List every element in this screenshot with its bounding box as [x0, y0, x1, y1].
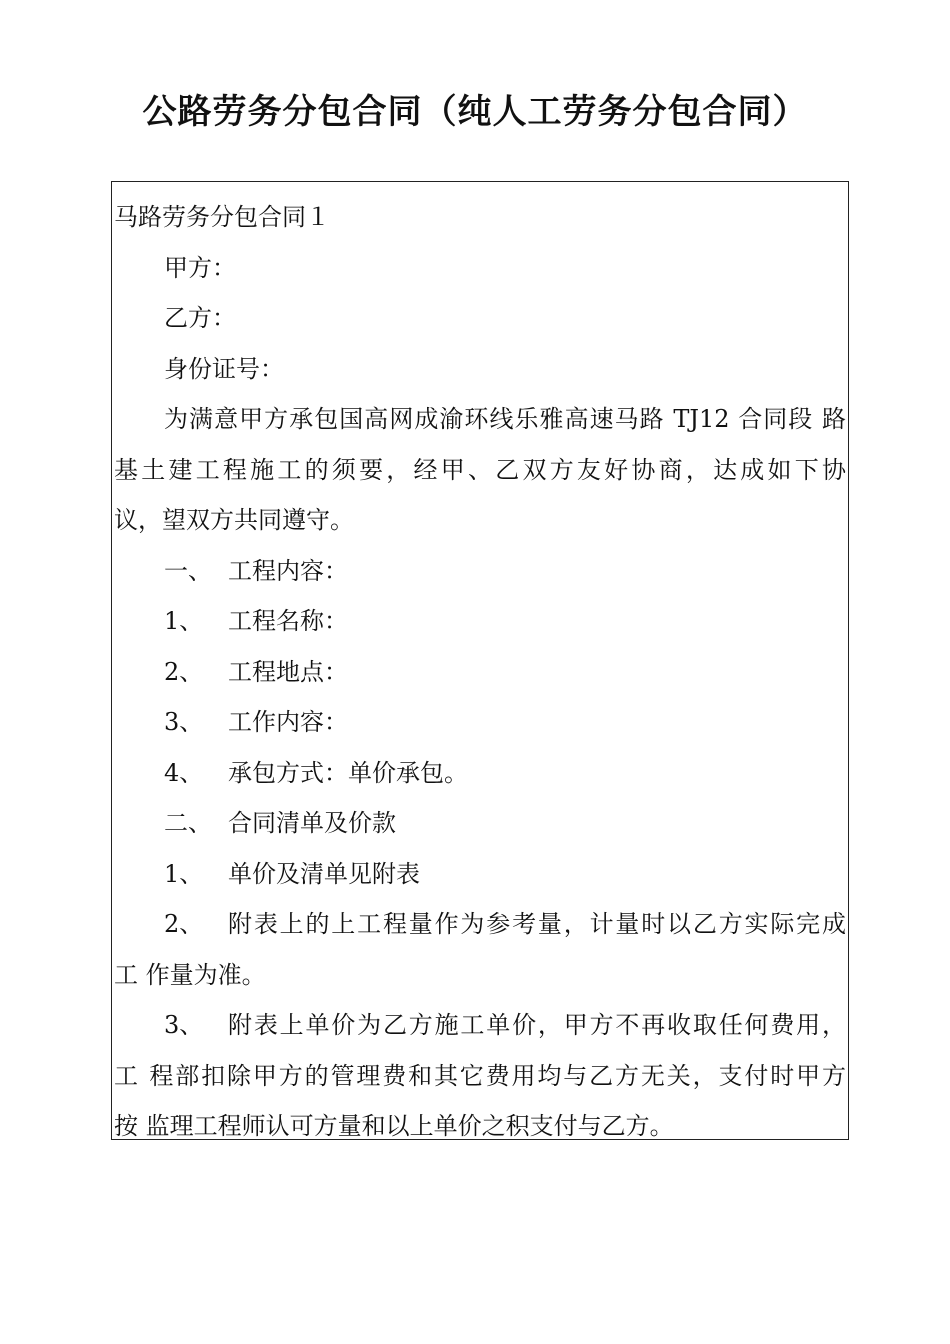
section-2-text: 合同清单及价款 — [228, 809, 396, 837]
list-item — [112, 748, 848, 799]
item-text-line-3: 按 监理工程师认可方量和以上单价之积支付与乙方。 — [114, 1112, 674, 1140]
party-a-label: 甲方： — [164, 253, 236, 282]
item-text: 单价及清单见附表 — [228, 859, 420, 888]
list-item — [112, 697, 848, 748]
contract-heading: 马路劳务分包合同１ — [114, 203, 330, 231]
list-item — [112, 596, 848, 647]
list-item — [112, 899, 848, 950]
intro-line-2: 基土建工程施工的须要，经甲、乙双方友好协商，达成如下协 — [114, 455, 846, 484]
section-2-heading — [112, 798, 848, 849]
item-text-line-2: 工 作量为准。 — [114, 960, 266, 989]
item-text: 工程地点： — [228, 657, 348, 686]
item-text-line-2: 工 程部扣除甲方的管理费和其它费用均与乙方无关，支付时甲方 — [114, 1061, 846, 1090]
item-number: 2、 — [164, 657, 204, 686]
item-number: 1、 — [164, 859, 204, 888]
section-1-text: 工程内容： — [228, 556, 348, 585]
section-1-heading — [112, 546, 848, 597]
item-number: 1、 — [164, 607, 204, 635]
item-text-line-1: 附表上单价为乙方施工单价，甲方不再收取任何费用， — [228, 1011, 846, 1039]
item-number: 4、 — [164, 758, 204, 787]
list-item — [112, 647, 848, 698]
intro-line-3: 议，望双方共同遵守。 — [114, 506, 354, 534]
item-text: 工程名称： — [228, 607, 348, 635]
intro-line-1: 为满意甲方承包国高网成渝环线乐雅高速马路 TJ12 合同段 路 — [164, 405, 846, 433]
section-2-number: 二、 — [164, 809, 212, 837]
party-b-label: 乙方： — [164, 304, 236, 332]
item-text: 工作内容： — [228, 708, 348, 736]
section-1-number: 一、 — [164, 556, 212, 585]
item-number: 2、 — [164, 910, 204, 938]
item-text: 承包方式：单价承包。 — [228, 758, 468, 787]
list-item — [112, 849, 848, 900]
contract-text-box — [111, 181, 849, 1140]
item-text-line-1: 附表上的上工程量作为参考量，计量时以乙方实际完成 — [228, 910, 846, 938]
id-number-label: 身份证号： — [164, 354, 284, 383]
document-title: 公路劳务分包合同（纯人工劳务分包合同） — [142, 92, 808, 132]
item-number: 3、 — [164, 708, 204, 736]
list-item — [112, 1000, 848, 1051]
item-number: 3、 — [164, 1011, 204, 1039]
